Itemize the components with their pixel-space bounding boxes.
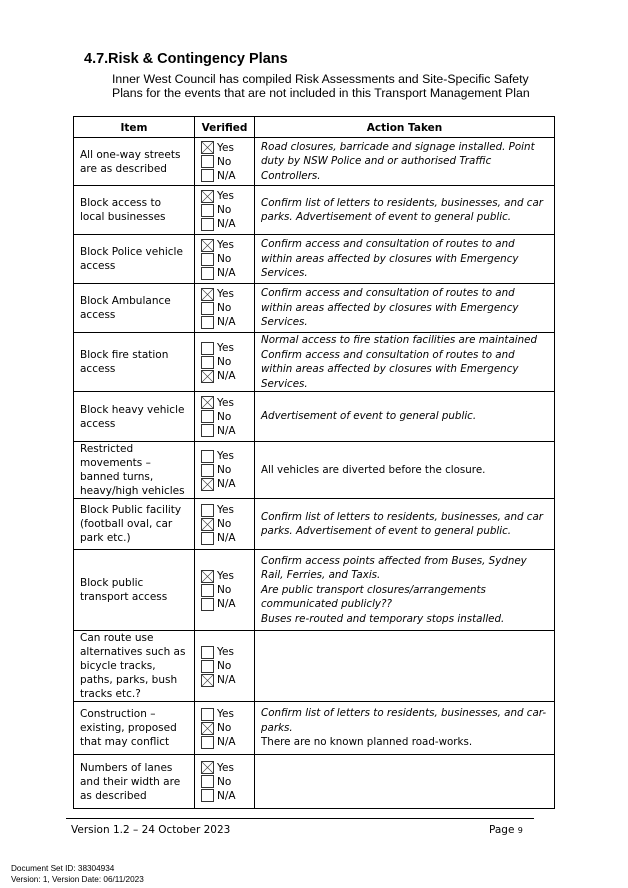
option-label: N/A bbox=[217, 598, 236, 610]
item-cell: Block Police vehicle access bbox=[74, 235, 195, 284]
empty-box-icon bbox=[201, 708, 214, 721]
verified-option bbox=[201, 775, 254, 789]
action-cell bbox=[255, 186, 555, 235]
action-text: Confirm list of letters to residents, businesses, and car parks. Advertisement of event to general public. bbox=[261, 510, 543, 537]
verified-option bbox=[201, 659, 254, 673]
option-label: N/A bbox=[217, 532, 236, 544]
action-cell bbox=[255, 442, 555, 499]
verified-cell bbox=[195, 235, 255, 284]
action-cell bbox=[255, 392, 555, 442]
action-text: Confirm access and consultation of routes to and within areas affected by closures with Emergency Services. bbox=[261, 238, 519, 280]
option-label: Yes bbox=[217, 396, 234, 409]
checked-box-icon bbox=[201, 190, 214, 203]
verified-option bbox=[201, 315, 254, 329]
empty-box-icon bbox=[201, 789, 214, 802]
checked-box-icon bbox=[201, 239, 214, 252]
action-text: Confirm access points affected from Buses, Sydney Rail, Ferries, and Taxis. bbox=[261, 554, 527, 582]
option-label: Yes bbox=[217, 342, 234, 354]
action-text: Are public transport closures/arrangements communicated publicly?? bbox=[261, 583, 486, 611]
verified-option bbox=[201, 531, 254, 545]
option-label: N/A bbox=[217, 478, 236, 490]
verified-option bbox=[201, 721, 254, 735]
empty-box-icon bbox=[201, 646, 214, 659]
option-label: N/A bbox=[217, 674, 236, 686]
verified-cell bbox=[195, 392, 255, 442]
action-cell bbox=[255, 631, 555, 702]
option-label: No bbox=[217, 302, 232, 314]
verified-option bbox=[201, 761, 254, 775]
verified-cell bbox=[195, 499, 255, 550]
verified-option bbox=[201, 189, 254, 203]
verified-option bbox=[201, 597, 254, 611]
verified-option bbox=[201, 141, 254, 155]
table-row bbox=[74, 755, 555, 809]
item-cell: Block access to local businesses bbox=[74, 186, 195, 235]
option-label: No bbox=[217, 356, 232, 368]
option-label: No bbox=[217, 660, 232, 672]
table-row bbox=[74, 333, 555, 392]
verified-option bbox=[201, 155, 254, 169]
option-label: Yes bbox=[217, 761, 234, 774]
option-label: No bbox=[217, 584, 232, 596]
header-verified: Verified bbox=[195, 117, 255, 138]
table-body bbox=[74, 138, 555, 809]
verified-option bbox=[201, 789, 254, 803]
option-label: Yes bbox=[217, 708, 234, 720]
verified-option bbox=[201, 517, 254, 531]
empty-box-icon bbox=[201, 267, 214, 280]
verified-option bbox=[201, 569, 254, 583]
document-version: Version: 1, Version Date: 06/11/2023 bbox=[11, 875, 144, 884]
option-label: Yes bbox=[217, 288, 234, 300]
option-label: Yes bbox=[217, 646, 234, 658]
empty-box-icon bbox=[201, 356, 214, 369]
table-row bbox=[74, 392, 555, 442]
empty-box-icon bbox=[201, 316, 214, 329]
checked-box-icon bbox=[201, 478, 214, 491]
verified-option bbox=[201, 477, 254, 491]
action-text: All vehicles are diverted before the closure. bbox=[261, 463, 486, 476]
verified-option bbox=[201, 266, 254, 280]
verified-option bbox=[201, 645, 254, 659]
verified-option bbox=[201, 355, 254, 369]
action-text: Normal access to fire station facilities are maintained bbox=[261, 334, 538, 346]
option-label: N/A bbox=[217, 789, 236, 802]
option-label: Yes bbox=[217, 190, 234, 202]
option-label: No bbox=[217, 253, 232, 265]
option-label: N/A bbox=[217, 267, 236, 279]
verified-option bbox=[201, 735, 254, 749]
empty-box-icon bbox=[201, 504, 214, 517]
checked-box-icon bbox=[201, 370, 214, 383]
empty-box-icon bbox=[201, 660, 214, 673]
table-row bbox=[74, 186, 555, 235]
verified-option bbox=[201, 396, 254, 410]
page-number: 9 bbox=[517, 826, 523, 835]
empty-box-icon bbox=[201, 450, 214, 463]
verified-option bbox=[201, 341, 254, 355]
table-row bbox=[74, 235, 555, 284]
option-label: No bbox=[217, 464, 232, 476]
footer-version: Version 1.2 – 24 October 2023 bbox=[71, 824, 231, 836]
header-item: Item bbox=[74, 117, 195, 138]
empty-box-icon bbox=[201, 775, 214, 788]
empty-box-icon bbox=[201, 155, 214, 168]
checked-box-icon bbox=[201, 288, 214, 301]
verified-option bbox=[201, 424, 254, 438]
item-cell: Block heavy vehicle access bbox=[74, 392, 195, 442]
empty-box-icon bbox=[201, 410, 214, 423]
empty-box-icon bbox=[201, 204, 214, 217]
verified-option bbox=[201, 673, 254, 687]
table-row bbox=[74, 499, 555, 550]
section-number: 4.7. bbox=[84, 51, 109, 67]
table-row bbox=[74, 631, 555, 702]
table-row bbox=[74, 138, 555, 186]
option-label: N/A bbox=[217, 424, 236, 437]
empty-box-icon bbox=[201, 424, 214, 437]
option-label: N/A bbox=[217, 169, 236, 182]
action-text: Advertisement of event to general public. bbox=[261, 410, 477, 423]
header-action-taken: Action Taken bbox=[255, 117, 555, 138]
verified-cell bbox=[195, 186, 255, 235]
action-text: Confirm list of letters to residents, businesses, and car-parks. bbox=[261, 707, 547, 734]
table-row bbox=[74, 284, 555, 333]
verified-cell bbox=[195, 284, 255, 333]
empty-box-icon bbox=[201, 169, 214, 182]
footer-page bbox=[489, 824, 523, 836]
verified-option bbox=[201, 503, 254, 517]
page-label: Page bbox=[489, 824, 515, 836]
verified-option bbox=[201, 410, 254, 424]
verified-option bbox=[201, 252, 254, 266]
action-cell bbox=[255, 235, 555, 284]
checked-box-icon bbox=[201, 141, 214, 154]
option-label: N/A bbox=[217, 736, 236, 748]
section-intro: Inner West Council has compiled Risk Assessments and Site-Specific Safety Plans for the events that are not included in this Transport Management Plan bbox=[112, 72, 530, 100]
option-label: No bbox=[217, 204, 232, 216]
table-row bbox=[74, 442, 555, 499]
empty-box-icon bbox=[201, 584, 214, 597]
verified-option bbox=[201, 463, 254, 477]
item-cell: All one-way streets are as described bbox=[74, 138, 195, 186]
empty-box-icon bbox=[201, 736, 214, 749]
option-label: No bbox=[217, 155, 232, 168]
item-cell: Block fire station access bbox=[74, 333, 195, 392]
action-cell bbox=[255, 333, 555, 392]
empty-box-icon bbox=[201, 532, 214, 545]
action-cell bbox=[255, 284, 555, 333]
option-label: Yes bbox=[217, 450, 234, 462]
item-cell: Construction – existing, proposed that may conflict bbox=[74, 702, 195, 755]
action-text: Road closures, barricade and signage installed. Point duty by NSW Police and or authorised Traffic Controllers. bbox=[261, 140, 535, 182]
section-title: Risk & Contingency Plans bbox=[108, 51, 288, 67]
table-header-row bbox=[74, 117, 555, 138]
empty-box-icon bbox=[201, 598, 214, 611]
table-row bbox=[74, 550, 555, 631]
verified-cell bbox=[195, 333, 255, 392]
action-cell bbox=[255, 138, 555, 186]
action-text: Confirm access and consultation of routes to and within areas affected by closures with Emergency Services. bbox=[261, 287, 519, 329]
verified-option bbox=[201, 301, 254, 315]
option-label: No bbox=[217, 518, 232, 530]
empty-box-icon bbox=[201, 302, 214, 315]
verified-option bbox=[201, 583, 254, 597]
checked-box-icon bbox=[201, 570, 214, 583]
empty-box-icon bbox=[201, 464, 214, 477]
item-cell: Numbers of lanes and their width are as described bbox=[74, 755, 195, 809]
option-label: No bbox=[217, 722, 232, 734]
option-label: Yes bbox=[217, 570, 234, 582]
option-label: N/A bbox=[217, 370, 236, 382]
verified-option bbox=[201, 169, 254, 183]
verified-cell bbox=[195, 442, 255, 499]
empty-box-icon bbox=[201, 218, 214, 231]
item-cell: Block public transport access bbox=[74, 550, 195, 631]
verified-option bbox=[201, 287, 254, 301]
document-id-block bbox=[11, 863, 144, 885]
action-text: Buses re-routed and temporary stops installed. bbox=[261, 612, 505, 625]
verified-option bbox=[201, 369, 254, 383]
verified-option bbox=[201, 203, 254, 217]
option-label: N/A bbox=[217, 316, 236, 328]
verified-option bbox=[201, 217, 254, 231]
table-row bbox=[74, 702, 555, 755]
option-label: Yes bbox=[217, 504, 234, 516]
action-cell bbox=[255, 755, 555, 809]
action-text: Confirm list of letters to residents, businesses, and car parks. Advertisement of event to general public. bbox=[261, 196, 543, 223]
item-cell: Block Public facility (football oval, car park etc.) bbox=[74, 499, 195, 550]
verified-cell bbox=[195, 550, 255, 631]
checked-box-icon bbox=[201, 396, 214, 409]
option-label: No bbox=[217, 775, 232, 788]
section-heading bbox=[84, 51, 288, 67]
verified-option bbox=[201, 238, 254, 252]
action-text: Confirm access and consultation of routes to and within areas affected by closures with Emergency Services. bbox=[261, 348, 519, 390]
item-cell: Can route use alternatives such as bicycle tracks, paths, parks, bush tracks etc.? bbox=[74, 631, 195, 702]
checked-box-icon bbox=[201, 761, 214, 774]
verified-cell bbox=[195, 702, 255, 755]
footer-divider bbox=[66, 818, 534, 819]
empty-box-icon bbox=[201, 253, 214, 266]
option-label: No bbox=[217, 410, 232, 423]
risk-table bbox=[73, 116, 555, 809]
option-label: Yes bbox=[217, 141, 234, 154]
checked-box-icon bbox=[201, 518, 214, 531]
option-label: N/A bbox=[217, 218, 236, 230]
verified-cell bbox=[195, 631, 255, 702]
item-cell: Block Ambulance access bbox=[74, 284, 195, 333]
verified-option bbox=[201, 449, 254, 463]
action-cell bbox=[255, 702, 555, 755]
item-cell: Restricted movements – banned turns, heavy/high vehicles bbox=[74, 442, 195, 499]
option-label: Yes bbox=[217, 239, 234, 251]
checked-box-icon bbox=[201, 674, 214, 687]
verified-option bbox=[201, 707, 254, 721]
document-set-id: Document Set ID: 38304934 bbox=[11, 864, 115, 873]
checked-box-icon bbox=[201, 722, 214, 735]
verified-cell bbox=[195, 755, 255, 809]
verified-cell bbox=[195, 138, 255, 186]
action-cell bbox=[255, 550, 555, 631]
empty-box-icon bbox=[201, 342, 214, 355]
action-text: There are no known planned road-works. bbox=[261, 736, 473, 749]
action-cell bbox=[255, 499, 555, 550]
